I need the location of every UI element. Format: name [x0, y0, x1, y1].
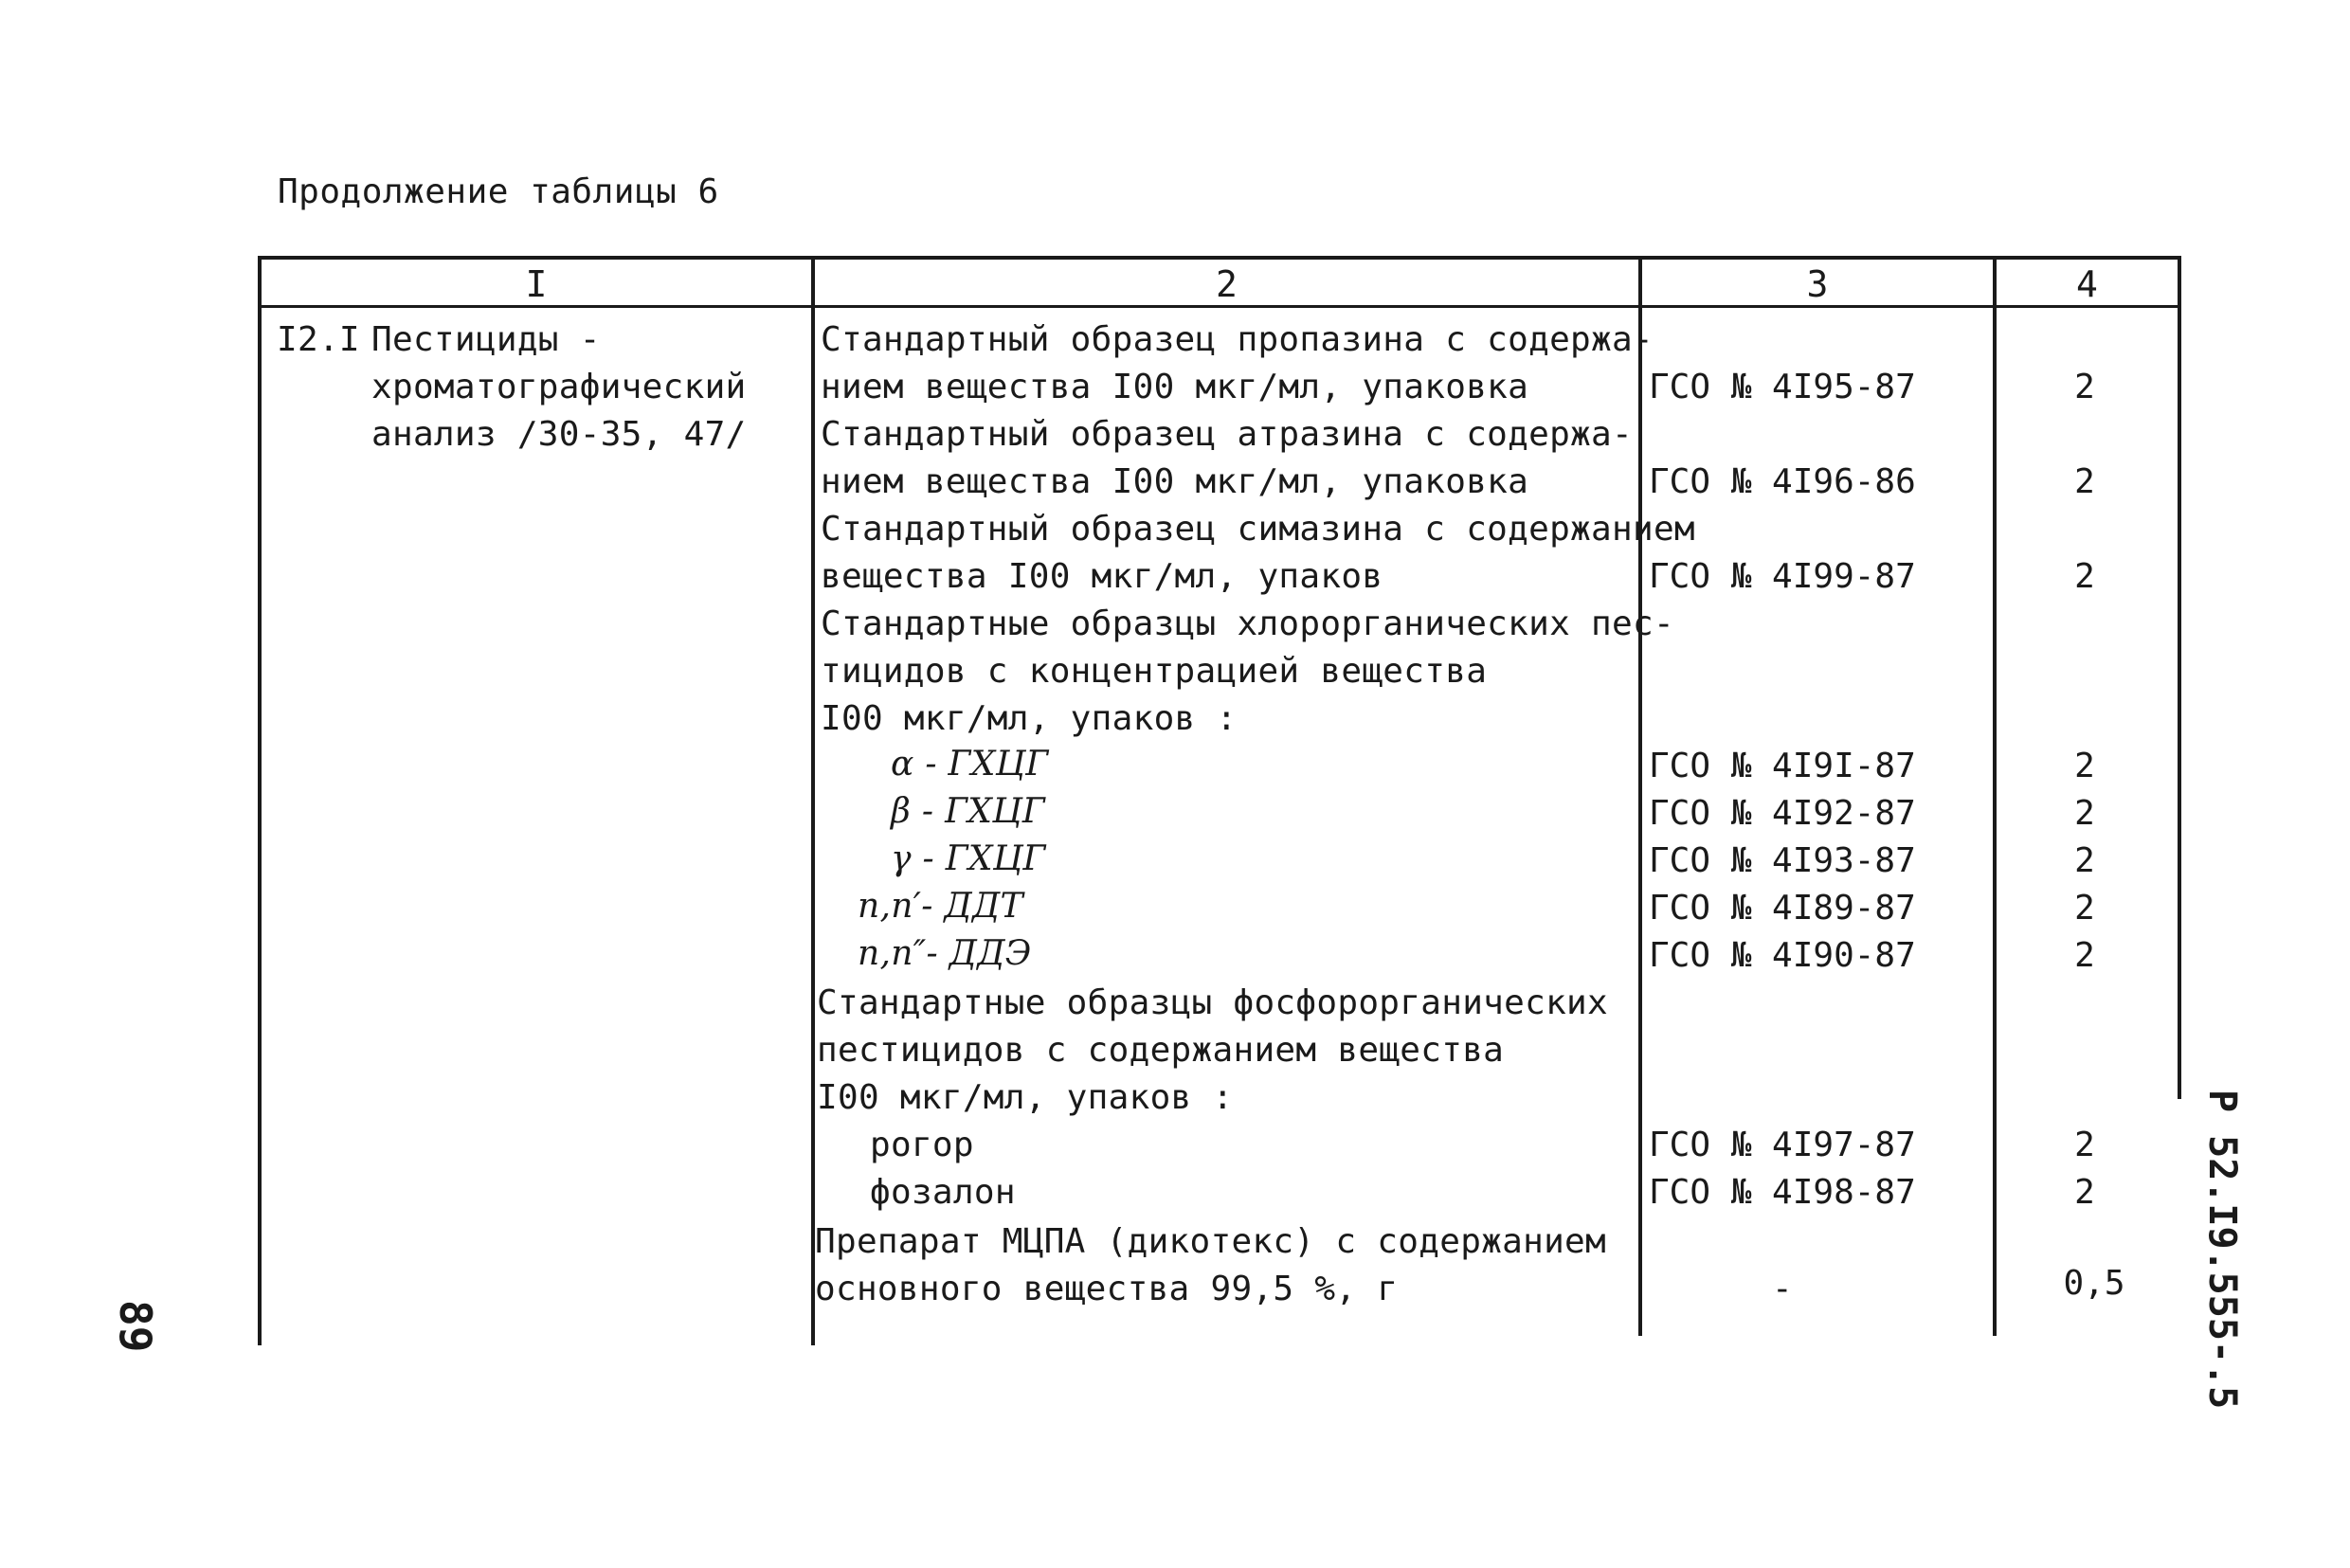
gso-code: ГСО № 4I89-87	[1649, 889, 1916, 928]
row-description: тицидов с концентрацией вещества	[821, 652, 1488, 691]
row-description: нием вещества I00 мкг/мл, упаковка	[821, 462, 1529, 501]
item-name: фозалон	[870, 1173, 1016, 1212]
row-description: вещества I00 мкг/мл, упаков	[821, 557, 1383, 596]
gso-code: ГСО № 4I95-87	[1649, 368, 1916, 406]
section-line: анализ /30-35, 47/	[371, 415, 747, 454]
quantity: 2	[2074, 747, 2095, 785]
quantity: 2	[2074, 1126, 2095, 1164]
page-number: 89	[110, 1300, 161, 1353]
row-description: нием вещества I00 мкг/мл, упаковка	[821, 368, 1529, 406]
row-description: основного вещества 99,5 %, г	[815, 1270, 1399, 1308]
section-line: хроматографический	[371, 368, 747, 406]
row-description: Стандартный образец атразина с содержа-	[821, 415, 1633, 454]
row-description: I00 мкг/мл, упаков :	[821, 699, 1238, 738]
header-divider	[258, 305, 2181, 308]
gso-code: ГСО № 4I98-87	[1649, 1173, 1916, 1212]
quantity: 2	[2074, 1173, 2095, 1212]
row-description: Препарат МЦПА (дикотекс) с содержанием	[815, 1222, 1607, 1261]
gso-code: ГСО № 4I97-87	[1649, 1126, 1916, 1164]
row-description: пестицидов с содержанием вещества	[817, 1031, 1505, 1070]
row-description: I00 мкг/мл, упаков :	[817, 1078, 1234, 1117]
col-divider-1	[811, 256, 815, 1345]
quantity: 0,5	[2063, 1264, 2125, 1303]
col-divider-2	[1638, 256, 1642, 1336]
gso-code: ГСО № 4I9I-87	[1649, 747, 1916, 785]
document-code: Р 52.I9.555-.5	[2200, 1090, 2244, 1410]
column-header-1: I	[525, 263, 548, 305]
gso-code: -	[1772, 1270, 1793, 1308]
column-header-4: 4	[2076, 263, 2098, 305]
item-name: α - ГХЦГ	[891, 745, 1049, 784]
item-name: β - ГХЦГ	[891, 792, 1045, 831]
section-number: I2.I	[277, 320, 360, 359]
gso-code: ГСО № 4I93-87	[1649, 841, 1916, 880]
item-name: n,n′- ДДТ	[858, 887, 1023, 926]
table-caption: Продолжение таблицы 6	[278, 172, 719, 211]
gso-code: ГСО № 4I99-87	[1649, 557, 1916, 596]
column-header-2: 2	[1216, 263, 1238, 305]
section-line: Пестициды -	[371, 320, 601, 359]
row-description: Стандартный образец пропазина с содержа-	[821, 320, 1654, 359]
row-description: Стандартные образцы фосфорорганических	[817, 983, 1609, 1022]
left-border	[258, 256, 262, 1345]
quantity: 2	[2074, 794, 2095, 833]
item-name: γ - ГХЦГ	[891, 839, 1046, 878]
quantity: 2	[2074, 557, 2095, 596]
column-header-3: 3	[1806, 263, 1829, 305]
quantity: 2	[2074, 841, 2095, 880]
item-name: рогор	[870, 1126, 974, 1164]
col-divider-3	[1993, 256, 1997, 1336]
row-description: Стандартные образцы хлорорганических пес-	[821, 604, 1674, 643]
quantity: 2	[2074, 462, 2095, 501]
gso-code: ГСО № 4I96-86	[1649, 462, 1916, 501]
right-border	[2178, 256, 2181, 1099]
row-description: Стандартный образец симазина с содержанием	[821, 510, 1695, 549]
top-border	[258, 256, 2181, 260]
quantity: 2	[2074, 368, 2095, 406]
quantity: 2	[2074, 889, 2095, 928]
gso-code: ГСО № 4I92-87	[1649, 794, 1916, 833]
quantity: 2	[2074, 936, 2095, 975]
gso-code: ГСО № 4I90-87	[1649, 936, 1916, 975]
item-name: n,n″- ДДЭ	[858, 934, 1032, 973]
